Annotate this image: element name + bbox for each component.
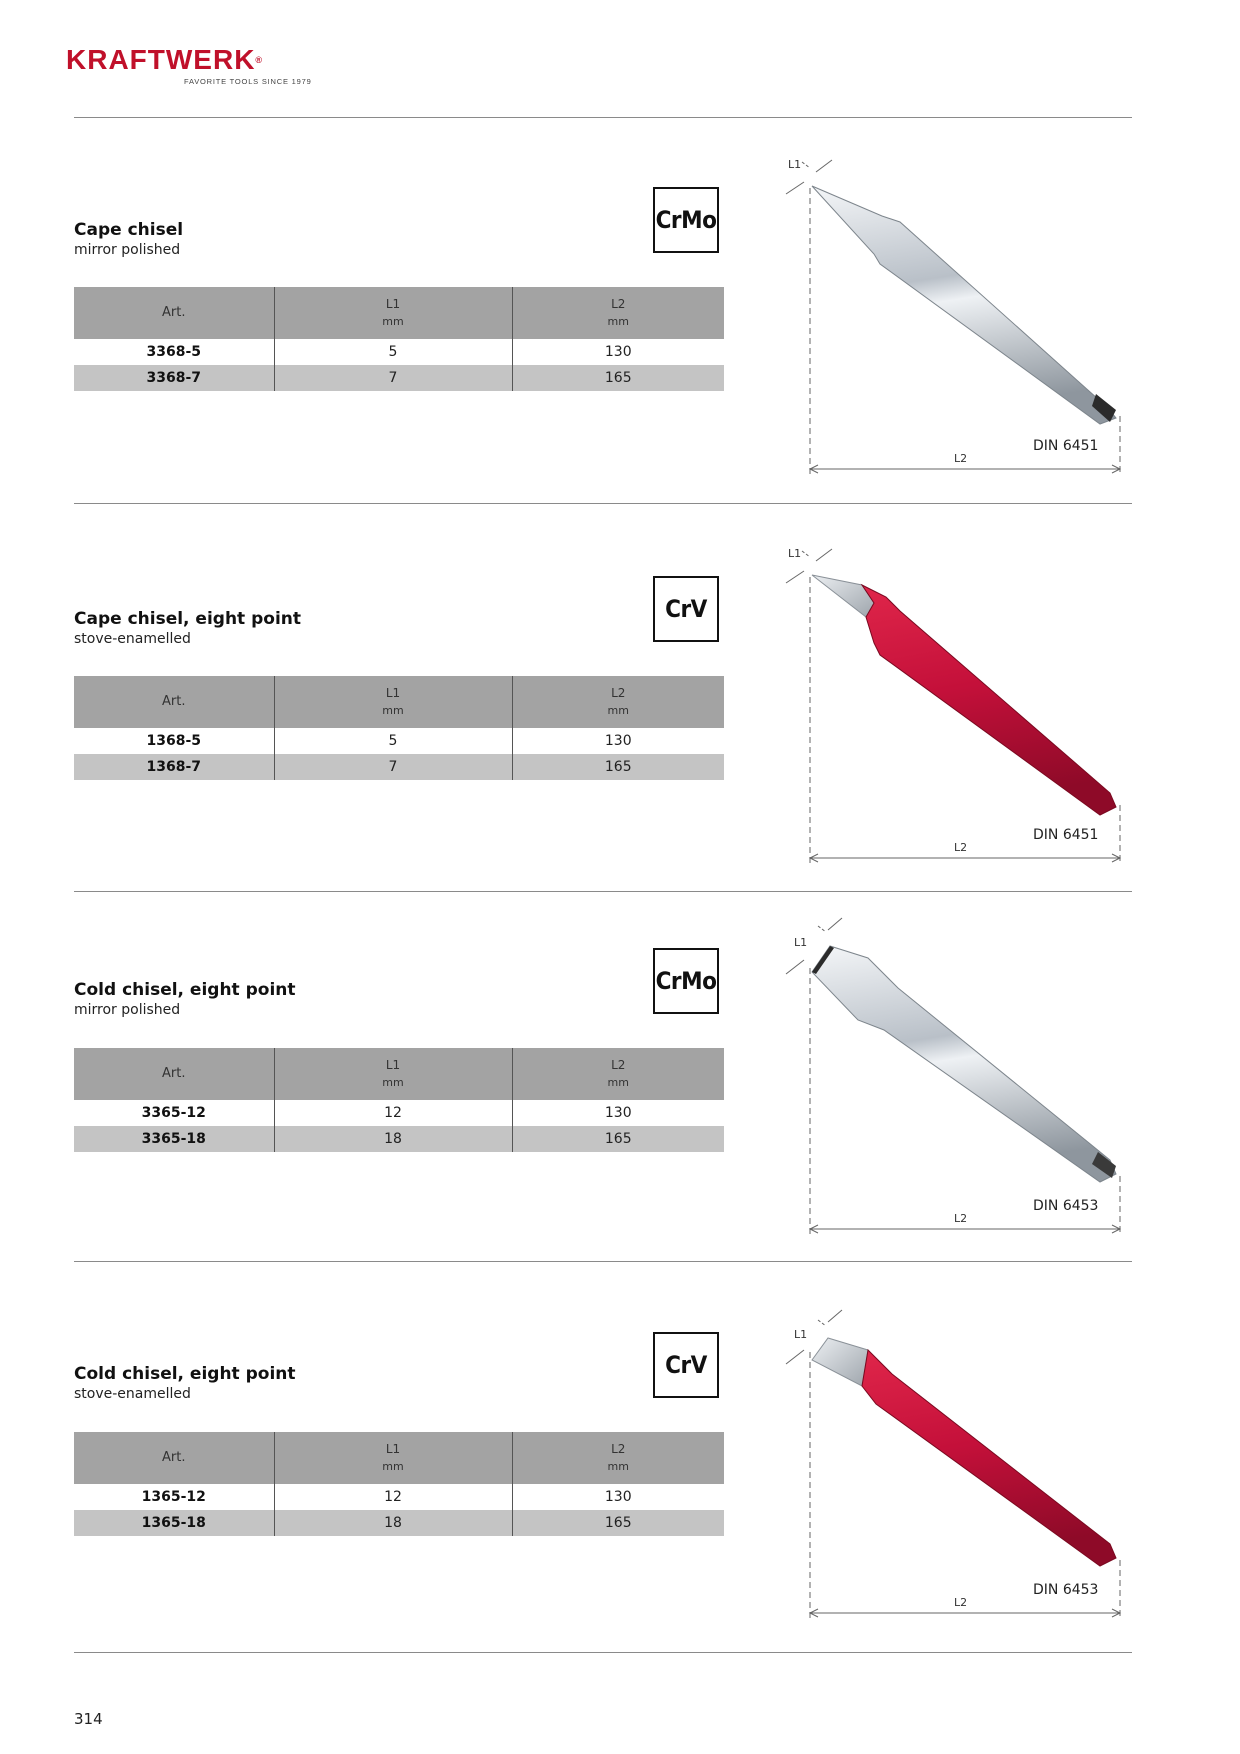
dimension-line (802, 551, 810, 557)
header-l1: L1 mm (274, 287, 512, 339)
divider (74, 117, 1132, 118)
header-art: Art. (74, 287, 274, 339)
cell-l2: 165 (512, 1126, 724, 1152)
product-title: Cape chisel (74, 220, 184, 240)
product-title: Cold chisel, eight point (74, 980, 296, 1000)
dimension-label-l1: L1 (788, 547, 802, 560)
product-finish: stove-enamelled (74, 1386, 191, 1402)
cell-l1: 7 (274, 754, 512, 780)
table-header-row (74, 676, 724, 728)
brand-logo (66, 44, 326, 90)
cell-l1: 5 (274, 728, 512, 754)
cell-art: 3365-12 (141, 1105, 206, 1121)
header-l2: L2 mm (512, 1048, 724, 1100)
table-row (74, 1510, 724, 1536)
header-art: Art. (74, 1048, 274, 1100)
chisel-body (862, 1350, 1116, 1566)
cell-art: 3365-18 (74, 1126, 274, 1152)
cell-l2: 130 (512, 1100, 724, 1126)
chisel-drawing (780, 156, 1140, 486)
cell-art: 1365-18 (74, 1510, 274, 1536)
table-header-row (74, 287, 724, 339)
page-number: 314 (74, 1710, 103, 1728)
header-l2: L2 mm (512, 1432, 724, 1484)
header-l1: L1 mm (274, 676, 512, 728)
spec-table (74, 287, 724, 391)
arrow-icon (816, 160, 832, 172)
dimension-label-l1: L1 (794, 1328, 808, 1341)
material-badge: CrV (653, 1332, 719, 1398)
dimension-label-l2: L2 (954, 452, 968, 465)
chisel-body (862, 585, 1116, 815)
table-row (74, 365, 724, 391)
cell-l2: 165 (512, 365, 724, 391)
table-header-row (74, 1432, 724, 1484)
chisel-tip (812, 575, 874, 617)
chisel-diagram (780, 916, 1140, 1246)
cell-l2: 130 (512, 339, 724, 365)
arrow-icon (786, 182, 804, 194)
product-title: Cape chisel, eight point (74, 609, 302, 629)
header-art: Art. (74, 1432, 274, 1484)
chisel-drawing (780, 916, 1140, 1246)
header-l1: L1 mm (274, 1048, 512, 1100)
table-header-row (74, 1048, 724, 1100)
dimension-label-l1: L1 (788, 158, 802, 171)
chisel-drawing (780, 545, 1140, 875)
cell-l2: 130 (512, 728, 724, 754)
din-standard: DIN 6451 (1033, 827, 1099, 843)
table-row (74, 339, 724, 365)
chisel-diagram (780, 156, 1140, 486)
material-badge: CrMo (653, 948, 719, 1014)
table-row (74, 1126, 724, 1152)
cell-art: 3368-5 (146, 344, 202, 360)
chisel-diagram (780, 545, 1140, 875)
din-standard: DIN 6453 (1033, 1198, 1099, 1214)
product-finish: stove-enamelled (74, 631, 191, 647)
product-finish: mirror polished (74, 242, 181, 258)
arrow-icon (786, 960, 804, 974)
cell-l1: 18 (274, 1510, 512, 1536)
material-badge: CrV (653, 576, 719, 642)
header-l1: L1 mm (274, 1432, 512, 1484)
product-finish: mirror polished (74, 1002, 181, 1018)
divider (74, 1261, 1132, 1262)
spec-table (74, 1432, 724, 1536)
divider (74, 503, 1132, 504)
cell-l2: 165 (512, 1510, 724, 1536)
dimension-label-l1: L1 (794, 936, 808, 949)
cell-l2: 130 (512, 1484, 724, 1510)
header-l2: L2 mm (512, 676, 724, 728)
dimension-label-l2: L2 (954, 1596, 968, 1609)
cell-l1: 5 (274, 339, 512, 365)
table-row (74, 728, 724, 754)
cell-l1: 12 (274, 1484, 512, 1510)
divider (74, 891, 1132, 892)
dimension-line (802, 162, 810, 168)
arrow-icon (828, 918, 842, 930)
brand-tagline: FAVORITE TOOLS SINCE 1979 (184, 77, 312, 86)
dimension-line (818, 1320, 826, 1326)
din-standard: DIN 6451 (1033, 438, 1099, 454)
cell-art: 3368-7 (74, 365, 274, 391)
table-row (74, 1484, 724, 1510)
table-row (74, 1100, 724, 1126)
chisel-drawing (780, 1300, 1140, 1630)
arrow-icon (786, 571, 804, 583)
arrow-icon (828, 1310, 842, 1322)
cell-l1: 7 (274, 365, 512, 391)
chisel-blade (812, 186, 1116, 424)
arrow-icon (816, 549, 832, 561)
dimension-line (818, 926, 826, 932)
dimension-label-l2: L2 (954, 841, 968, 854)
divider (74, 1652, 1132, 1653)
cell-l1: 18 (274, 1126, 512, 1152)
dimension-label-l2: L2 (954, 1212, 968, 1225)
chisel-blade (812, 946, 1116, 1182)
header-art: Art. (74, 676, 274, 728)
brand-name: KRAFTWERK (66, 44, 256, 75)
cell-l2: 165 (512, 754, 724, 780)
arrow-icon (786, 1350, 804, 1364)
spec-table (74, 1048, 724, 1152)
chisel-tip (812, 1338, 868, 1386)
cell-art: 1365-12 (141, 1489, 206, 1505)
product-title: Cold chisel, eight point (74, 1364, 296, 1384)
chisel-diagram (780, 1300, 1140, 1630)
cell-art: 1368-5 (146, 733, 202, 749)
cell-art: 1368-7 (74, 754, 274, 780)
cell-l1: 12 (274, 1100, 512, 1126)
material-badge: CrMo (653, 187, 719, 253)
header-l2: L2 mm (512, 287, 724, 339)
din-standard: DIN 6453 (1033, 1582, 1099, 1598)
registered-mark: ® (255, 55, 264, 65)
spec-table (74, 676, 724, 780)
table-row (74, 754, 724, 780)
